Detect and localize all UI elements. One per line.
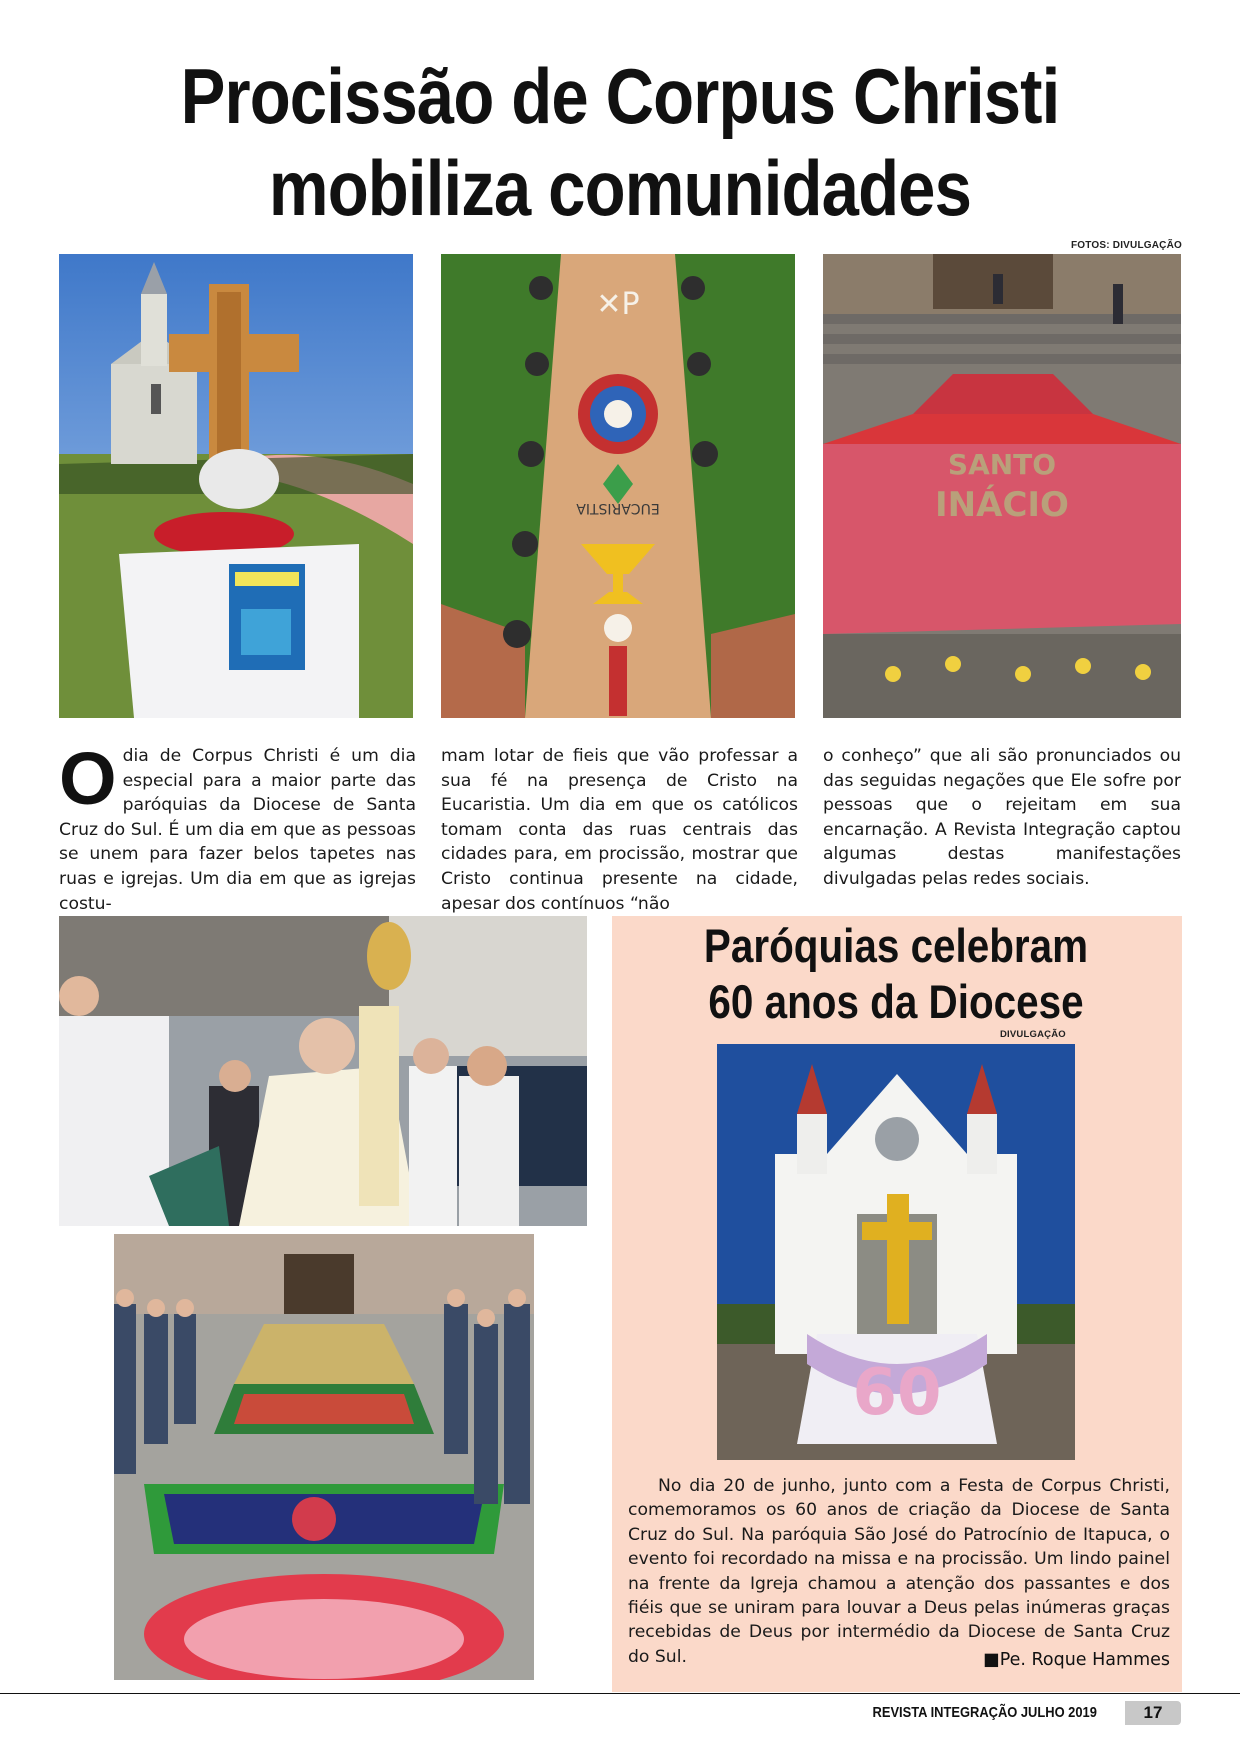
svg-text:SANTO: SANTO [947,448,1057,481]
headline [138,50,1101,234]
photo-procession-priest [59,916,587,1226]
photo-church-60-banner [717,1044,1075,1460]
sidebar-paragraph: No dia 20 de junho, junto com a Festa de Corpus Christi, comemoramos os 60 anos de criação da Diocese de Santa Cruz do Sul. Na paróquia São José do Patrocínio de Itapuca, o evento foi recordado na missa e na procissão. Um lindo painel na frente da Igreja chamou a atenção dos passantes e dos fiéis que se uniram para louvar a Deus pelas inúmeras graças recebidas de Deus por intermédio da Diocese de Santa Cruz do Sul. [628,1476,1170,1667]
svg-text:EUCARISTIA: EUCARISTIA [576,500,660,516]
sidebar-title-line-2: 60 anos da Diocese [708,975,1084,1028]
svg-text:✕P: ✕P [596,287,640,322]
article-col1-text: dia de Corpus Christi é um dia especial para a maior parte das paróquias da Diocese de Santa Cruz do Sul. É um dia em que as pessoas se unem para fazer belos tapetes nas ruas e igrejas. Um dia em que as igrejas costu- [59,746,416,914]
article-column-3 [823,744,1181,892]
photo-carpets-crowd [114,1234,534,1680]
sidebar-title [652,918,1140,1030]
svg-text:INÁCIO: INÁCIO [935,485,1069,525]
photo-credit-top: FOTOS: DIVULGAÇÃO [1071,240,1182,251]
article-column-2 [441,744,798,916]
signature: ■Pe. Roque Hammes [983,1650,1170,1670]
photo-aerial-carpet [441,254,795,718]
footer-publication: REVISTA INTEGRAÇÃO JULHO 2019 [872,1704,1097,1721]
page-number: 17 [1125,1701,1181,1725]
headline-line-1: Procissão de Corpus Christi [180,52,1060,140]
article-column-1 [59,737,416,916]
dropcap: O [59,737,117,820]
sidebar-text [628,1474,1170,1669]
footer-rule [0,1693,1240,1694]
article-col3-text: o conheço” que ali são pronunciados ou das seguidas negações que Ele sofre por pessoas que o rejeitam em sua encarnação. A Revista Integração captou algumas destas manifestações divulgadas pelas redes sociais. [823,746,1181,889]
headline-line-2: mobiliza comunidades [268,144,972,232]
article-col2-text: mam lotar de fieis que vão professar a sua fé na presença de Cristo na Eucaristia. Um dia em que os católicos tomam conta das ruas centrais das cidades para, em procissão, mostrar que Cristo continua presente na cidade, apesar dos contínuos “não [441,746,798,914]
photo-church-cross [59,254,413,718]
svg-text:60: 60 [852,1356,942,1430]
sidebar-photo-credit: DIVULGAÇÃO [1000,1029,1066,1040]
sidebar-title-line-1: Paróquias celebram [703,919,1089,972]
photo-santo-inacio-carpet [823,254,1181,718]
